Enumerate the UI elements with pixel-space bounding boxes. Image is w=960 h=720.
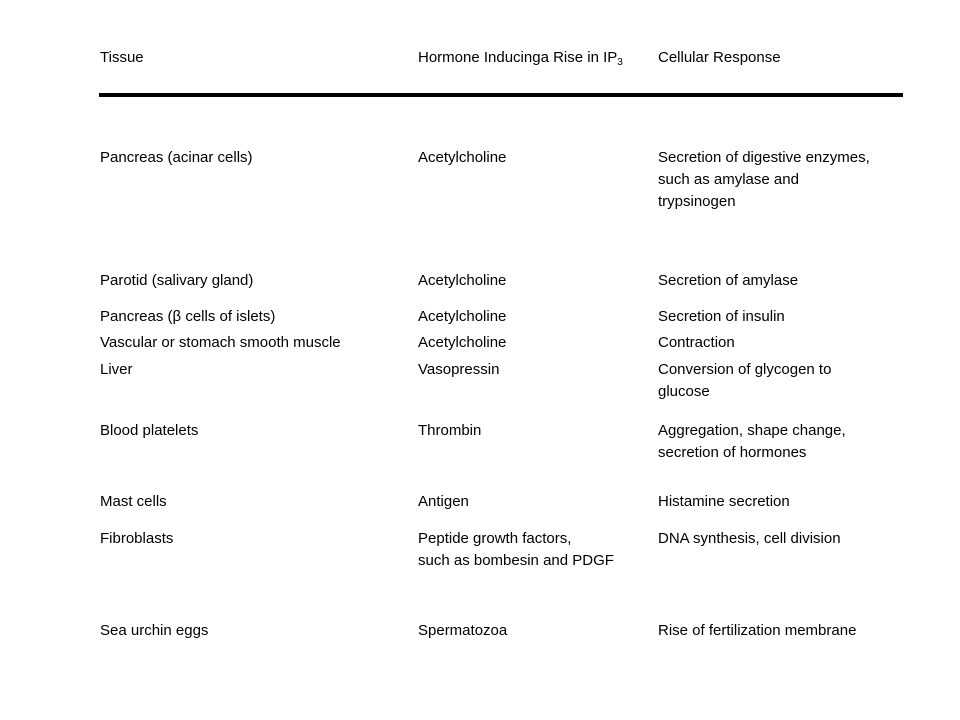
header-hormone [418,47,623,69]
cell-tissue: Liver [100,361,133,378]
cell-hormone: Antigen [418,493,469,510]
cell-response: such as amylase and [658,171,799,188]
cell-hormone: Peptide growth factors, [418,530,572,547]
cell-hormone: such as bombesin and PDGF [418,552,614,569]
cell-response: Secretion of amylase [658,272,799,289]
cell-hormone: Thrombin [418,422,482,439]
cell-tissue: Mast cells [100,493,167,510]
cell-tissue: Blood platelets [100,422,199,439]
cell-hormone: Vasopressin [418,361,500,378]
header-hormone-text: Hormone Inducinga Rise in IP [418,49,618,66]
cell-tissue: Vascular or stomach smooth muscle [100,334,341,351]
cell-tissue: Fibroblasts [100,530,174,547]
cell-response: Contraction [658,334,735,351]
cell-hormone: Acetylcholine [418,308,507,325]
cell-response: Secretion of insulin [658,308,785,325]
cell-tissue: Parotid (salivary gland) [100,272,254,289]
header-tissue: Tissue [100,49,144,66]
cell-response: Conversion of glycogen to [658,361,832,378]
cell-hormone: Acetylcholine [418,272,507,289]
cell-tissue: Pancreas (acinar cells) [100,149,253,166]
cell-response: Histamine secretion [658,493,790,510]
header-divider-rule [99,93,903,97]
cell-response: secretion of hormones [658,444,807,461]
header-hormone-subscript: 3 [617,57,623,68]
cell-response: trypsinogen [658,193,736,210]
cell-hormone: Acetylcholine [418,334,507,351]
cell-response: Secretion of digestive enzymes, [658,149,870,166]
cell-hormone: Spermatozoa [418,622,508,639]
cell-hormone: Acetylcholine [418,149,507,166]
header-response: Cellular Response [658,49,781,66]
cell-tissue: Sea urchin eggs [100,622,209,639]
cell-response: glucose [658,383,710,400]
cell-tissue: Pancreas (β cells of islets) [100,308,276,325]
cell-response: Rise of fertilization membrane [658,622,857,639]
cell-response: Aggregation, shape change, [658,422,846,439]
cell-response: DNA synthesis, cell division [658,530,841,547]
